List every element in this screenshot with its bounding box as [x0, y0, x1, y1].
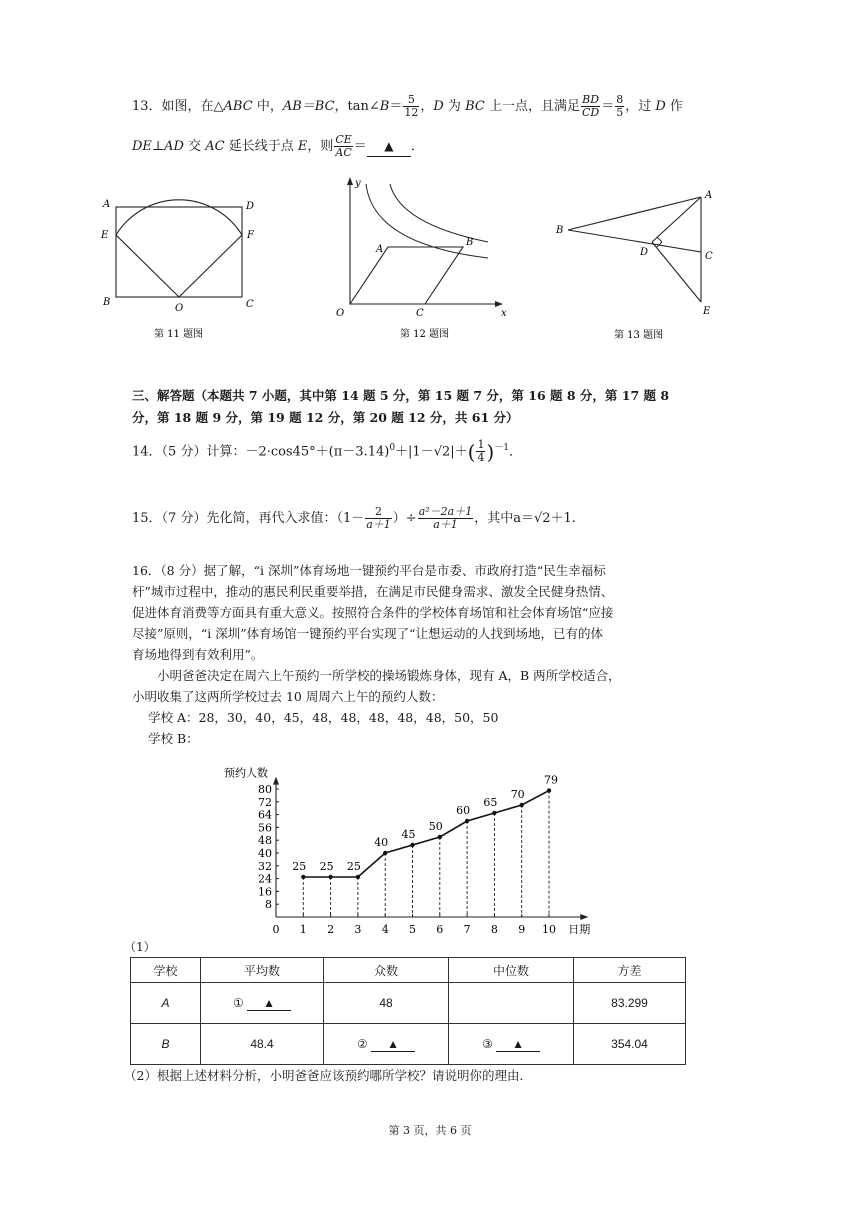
- data-label: 25: [319, 860, 334, 873]
- x-tick-label: 7: [463, 923, 471, 936]
- section3-heading-line1: 三、解答题（本题共 7 小题，其中第 14 题 5 分，第 15 题 7 分，第 16 题 8 分，第 17 题 8: [132, 388, 670, 403]
- x-tick-label: 1: [299, 923, 307, 936]
- x-tick-label: 4: [381, 923, 389, 936]
- y-tick-label: 8: [265, 898, 272, 912]
- q16-line: 促进体育消费等方面具有重大意义。按照符合条件的学校体育场馆和社会体育场馆“应接: [132, 605, 614, 620]
- page-footer: 第 3 页，共 6 页: [388, 1124, 472, 1137]
- q16-line: 小明爸爸决定在周六上午预约一所学校的操场锻炼身体，现有 A，B 两所学校适合，: [132, 668, 621, 683]
- ce-ac-fraction: $\frac{CE}{AC}$: [335, 133, 352, 159]
- table-header-row: [131, 958, 686, 983]
- table-row: [131, 983, 686, 1024]
- fig13-caption: 第 13 题图: [614, 330, 664, 341]
- data-label: 65: [483, 796, 498, 809]
- fig12-label-x: x: [501, 308, 507, 319]
- y-tick-label: 40: [258, 847, 272, 860]
- school-a-cell: A: [131, 983, 201, 1024]
- school-a-data: 学校 A：28，30，40，45，48，48，48，48，48，50，50: [148, 710, 499, 725]
- x-axis-title: 日期: [568, 923, 591, 936]
- school-b-line-chart: [210, 755, 610, 940]
- school-b-cell: B: [131, 1024, 201, 1065]
- school-b-median: ③ ▲: [449, 1024, 574, 1065]
- fig11-label-a: A: [103, 199, 111, 210]
- y-tick-label: 24: [258, 872, 272, 886]
- fig12-label-c: C: [416, 308, 424, 319]
- origin-label: 0: [272, 923, 280, 936]
- data-point: [383, 851, 387, 855]
- fig13-label-a: A: [705, 190, 713, 201]
- figure-11: [96, 185, 276, 345]
- data-label: 50: [428, 820, 443, 833]
- school-a-variance: 83.299: [574, 983, 686, 1024]
- q16-line: 杆”城市过程中，推动的惠民利民重要举措，在满足市民健身需求、激发全民健身热情、: [132, 584, 614, 599]
- quarter-fraction: $\frac{1}{4}$: [477, 438, 485, 465]
- col-header-variance: 方差: [574, 958, 686, 983]
- q16-line: 小明收集了这两所学校过去 10 周周六上午的预约人数：: [132, 689, 444, 704]
- col-header-mode: 众数: [324, 958, 449, 983]
- x-tick-label: 8: [490, 923, 498, 936]
- x-axis-arrow: [580, 914, 588, 920]
- fig12-label-a: A: [376, 244, 384, 255]
- data-label: 79: [544, 773, 558, 787]
- q16-line: 育场地得到有效利用”。: [132, 647, 264, 662]
- data-point: [301, 875, 305, 879]
- tan-fraction: $\frac{5}{12}$: [404, 93, 419, 119]
- school-a-median: [449, 983, 574, 1024]
- x-tick-label: 3: [354, 923, 362, 936]
- q16-line: 16．（8 分）据了解，“i 深圳”体育场地一键预约平台是市委、市政府打造“民生幸福标: [132, 563, 606, 578]
- data-point: [328, 875, 332, 879]
- bd-cd-fraction: $\frac{BD}{CD}$: [581, 93, 600, 119]
- fig13-label-e: E: [703, 306, 711, 317]
- fig11-label-o: O: [175, 303, 184, 314]
- y-axis-arrow: [273, 777, 279, 785]
- q14: 14．（5 分）计算：$-2\cdot\cos 45^\circ+(\pi-3.14)^0+|1-√2|+$( $\frac{1}{4}$ )$^{-1}$．: [132, 438, 523, 465]
- x-tick-label: 2: [327, 923, 335, 936]
- q15-fraction-2: $\frac{\text{a²－2a＋1}}{a+1}$: [418, 505, 473, 531]
- data-label: 60: [456, 804, 471, 817]
- fig13-label-b: B: [556, 225, 564, 236]
- col-header-median: 中位数: [449, 958, 574, 983]
- y-tick-label: 64: [258, 808, 272, 822]
- data-label: 25: [292, 860, 307, 873]
- x-tick-label: 9: [518, 923, 526, 936]
- data-label: 25: [346, 860, 361, 873]
- figure-12: [328, 172, 518, 347]
- section3-heading-line2: 分，第 18 题 9 分，第 19 题 12 分，第 20 题 12 分，共 61 分）: [132, 410, 519, 425]
- fig11-label-f: F: [247, 230, 254, 241]
- fig11-label-c: C: [246, 299, 254, 310]
- data-point: [465, 819, 469, 823]
- fig12-caption: 第 12 题图: [400, 329, 450, 340]
- fig11-label-e: E: [101, 230, 109, 241]
- school-b-variance: 354.04: [574, 1024, 686, 1065]
- data-point: [410, 843, 414, 847]
- data-label: 70: [510, 788, 525, 801]
- x-tick-label: 6: [436, 923, 444, 936]
- ratio-fraction: $\frac{8}{5}$: [616, 93, 624, 119]
- y-tick-label: 32: [258, 859, 272, 873]
- school-b-mode: ② ▲: [324, 1024, 449, 1065]
- y-tick-label: 72: [258, 795, 272, 809]
- y-tick-label: 16: [258, 885, 272, 899]
- fig11-label-d: D: [246, 201, 255, 212]
- q15: 15．（7 分）先化简，再代入求值：（1－ $\frac{2}{a+1}$ ）÷ $\frac{\text{a²－2a＋1}}{a+1}$ ，其中a＝√2＋1.: [132, 505, 576, 531]
- data-point: [356, 875, 360, 879]
- fig11-caption: 第 11 题图: [154, 329, 204, 340]
- school-b-mean: 48.4: [201, 1024, 324, 1065]
- y-tick-label: 48: [258, 834, 272, 848]
- fig13-label-d: D: [640, 247, 649, 258]
- x-tick-label: 10: [542, 923, 556, 936]
- series-line: [303, 791, 549, 877]
- fig12-label-y: y: [355, 178, 361, 189]
- school-b-label: 学校 B：: [148, 731, 199, 746]
- fig12-label-o: O: [336, 308, 345, 319]
- part1-label: （1）: [124, 940, 156, 954]
- q16-line: 尽接”原则，“i 深圳”体育场馆一键预约平台实现了“让想运动的人找到场地，已有的体: [132, 626, 604, 641]
- table-row: [131, 1024, 686, 1065]
- q16-text: [132, 560, 621, 749]
- q13-line1: 13．如图，在△ABC 中，AB＝BC，tan∠B＝ $\frac{5}{12}$ ，D 为 BC 上一点，且满足 $\frac{BD}{CD}$ ＝ $\frac{8}{5}$ ，过 D 作: [132, 93, 683, 119]
- school-a-mean: ① ▲: [201, 983, 324, 1024]
- x-tick-label: 5: [409, 923, 416, 936]
- data-point: [438, 835, 442, 839]
- col-header-mean: 平均数: [201, 958, 324, 983]
- y-axis-title: 预约人数: [224, 766, 268, 780]
- data-point: [520, 803, 524, 807]
- part2-question: （2）根据上述材料分析，小明爸爸应该预约哪所学校？请说明你的理由．: [124, 1068, 532, 1083]
- q15-fraction-1: $\frac{2}{a+1}$: [366, 505, 391, 531]
- stats-table: [130, 957, 686, 1065]
- fig13-label-c: C: [705, 251, 713, 262]
- fig11-label-b: B: [103, 297, 111, 308]
- q13-line2: DE⊥AD 交 AC 延长线于点 E，则 $\frac{CE}{AC}$ ＝ ▲ ．: [132, 133, 424, 159]
- data-point: [492, 811, 496, 815]
- fig12-label-b: B: [466, 237, 474, 248]
- answer-blank: ▲: [367, 136, 411, 157]
- data-label: 45: [401, 828, 416, 841]
- y-tick-label: 56: [258, 821, 272, 835]
- data-point: [547, 788, 551, 792]
- figure-13: [548, 180, 728, 345]
- col-header-school: 学校: [131, 958, 201, 983]
- y-tick-label: 80: [258, 783, 272, 796]
- school-a-mode: 48: [324, 983, 449, 1024]
- data-label: 40: [374, 836, 389, 849]
